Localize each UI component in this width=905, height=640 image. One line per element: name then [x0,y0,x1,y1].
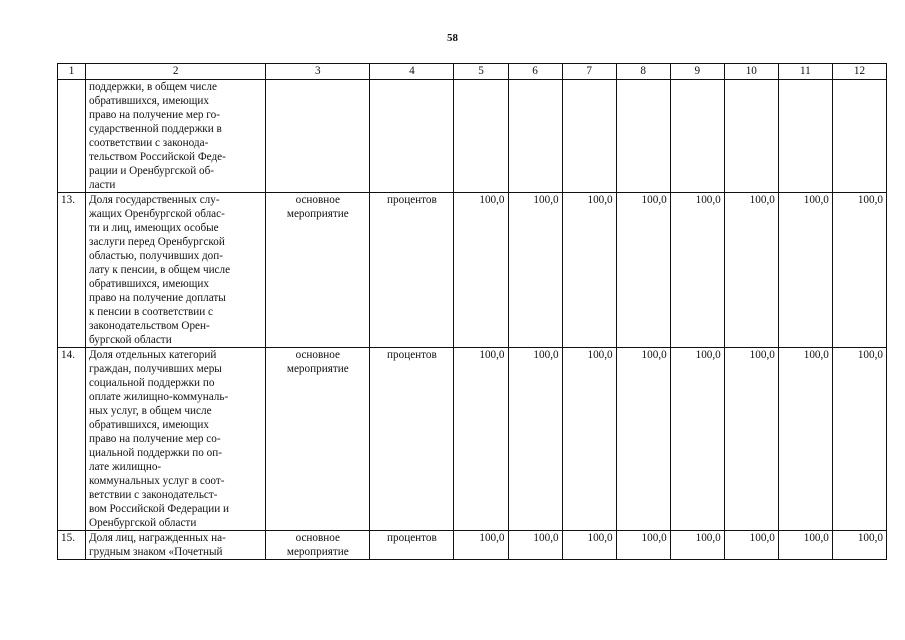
indicator-name-line: право на получение мер го- [89,109,220,121]
measure-type-cell [266,348,370,531]
indicator-name-line: оплате жилищно-коммуналь- [89,391,229,403]
table-row [58,348,887,531]
indicator-name-line: обратившихся, имеющих [89,95,209,107]
indicator-name-line: вом Российской Федерации и [89,503,230,515]
indicator-name-line: законодательством Орен- [89,320,210,332]
indicator-name-cell [86,348,266,531]
indicator-name-line: к пенсии в соответствии с [89,306,213,318]
value-cell: 100,0 [724,348,778,531]
indicator-name-line: тельством Российской Феде- [89,151,226,163]
value-cell: 100,0 [778,348,832,531]
value-cell: 100,0 [832,193,886,348]
indicator-name-line: коммунальных услуг в соот- [89,475,225,487]
value-cell: 100,0 [562,531,616,560]
table-header [58,64,887,80]
indicator-name-line: граждан, получивших меры [89,363,222,375]
value-cell: 100,0 [616,193,670,348]
indicators-table [57,63,887,560]
indicator-name-cell [86,193,266,348]
value-cell: 100,0 [778,193,832,348]
indicator-name-line: лату к пенсии, в общем числе [89,264,231,276]
indicator-name-cell [86,531,266,560]
measure-type-cell [266,193,370,348]
value-cell: 100,0 [778,531,832,560]
empty-cell [562,80,616,193]
empty-cell [616,80,670,193]
value-cell: 100,0 [724,193,778,348]
row-number-cell: 15. [58,531,86,560]
indicator-name-line: циальной поддержки по оп- [89,447,222,459]
table-row [58,531,887,560]
value-cell: 100,0 [616,531,670,560]
indicator-name-line: право на получение доплаты [89,292,226,304]
indicator-name-line: заслуги перед Оренбургской [89,236,225,248]
page-number: 58 [447,32,458,44]
measure-type-line: основное [295,532,340,544]
value-cell: 100,0 [616,348,670,531]
indicator-name-line: право на получение мер со- [89,433,221,445]
indicator-name-line: соответствии с законода- [89,137,209,149]
indicator-name-line: областью, получивших доп- [89,250,223,262]
indicator-name-line: ти и лиц, имеющих особые [89,222,219,234]
unit-cell: процентов [370,193,454,348]
unit-cell: процентов [370,348,454,531]
value-cell: 100,0 [670,531,724,560]
empty-cell [454,80,508,193]
value-cell: 100,0 [508,193,562,348]
indicator-name-line: Доля отдельных категорий [89,349,217,361]
value-cell: 100,0 [508,348,562,531]
unit-cell: процентов [370,531,454,560]
column-header-4: 4 [370,64,454,80]
value-cell: 100,0 [724,531,778,560]
value-cell: 100,0 [562,348,616,531]
column-header-11: 11 [778,64,832,80]
row-number-cell: 14. [58,348,86,531]
empty-cell [724,80,778,193]
value-cell: 100,0 [508,531,562,560]
column-header-8: 8 [616,64,670,80]
header-row [58,64,887,80]
column-header-12: 12 [832,64,886,80]
value-cell: 100,0 [454,193,508,348]
empty-cell [670,80,724,193]
indicator-name-line: ных услуг, в общем числе [89,405,212,417]
value-cell: 100,0 [832,531,886,560]
value-cell: 100,0 [670,193,724,348]
column-header-7: 7 [562,64,616,80]
row-number-cell [58,80,86,193]
indicator-name-line: сударственной поддержки в [89,123,222,135]
indicator-name-line: обратившихся, имеющих [89,278,209,290]
empty-cell [370,80,454,193]
value-cell: 100,0 [562,193,616,348]
measure-type-line: мероприятие [286,208,349,220]
measure-type-line: мероприятие [286,546,349,558]
column-header-5: 5 [454,64,508,80]
measure-type-line: основное [295,194,340,206]
indicator-name-line: социальной поддержки по [89,377,215,389]
value-cell: 100,0 [454,531,508,560]
column-header-9: 9 [670,64,724,80]
value-cell: 100,0 [670,348,724,531]
measure-type-line: мероприятие [286,363,349,375]
indicator-name-line: Доля лиц, награжденных на- [89,532,226,544]
indicator-name-line: бургской области [89,334,172,346]
column-header-10: 10 [724,64,778,80]
indicator-name-cell [86,80,266,193]
indicator-name-line: Доля государственных слу- [89,194,220,206]
column-header-2: 2 [86,64,266,80]
empty-cell [832,80,886,193]
empty-cell [778,80,832,193]
measure-type-line: основное [295,349,340,361]
indicator-name-line: лате жилищно- [89,461,162,473]
indicator-name-line: ветствии с законодательст- [89,489,218,501]
value-cell: 100,0 [832,348,886,531]
indicator-name-line: Оренбургской области [89,517,197,529]
column-header-3: 3 [266,64,370,80]
indicator-name-line: рации и Оренбургской об- [89,165,215,177]
table-row [58,193,887,348]
indicator-name-line: обратившихся, имеющих [89,419,209,431]
measure-type-cell [266,531,370,560]
indicator-name-line: ласти [89,179,116,191]
column-header-6: 6 [508,64,562,80]
empty-cell [508,80,562,193]
column-header-1: 1 [58,64,86,80]
indicator-name-line: жащих Оренбургской облас- [89,208,225,220]
empty-cell [266,80,370,193]
row-number-cell: 13. [58,193,86,348]
indicator-name-line: грудным знаком «Почетный [89,546,223,558]
value-cell: 100,0 [454,348,508,531]
indicator-name-line: поддержки, в общем числе [89,81,217,93]
table-row-continuation [58,80,887,193]
table-body [58,80,887,560]
